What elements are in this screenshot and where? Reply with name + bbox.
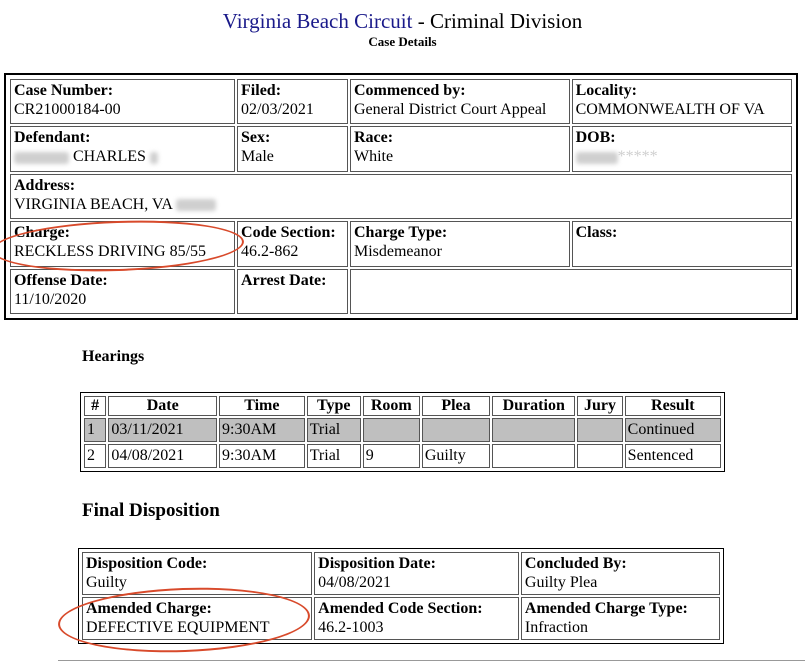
offense-date-label: Offense Date: [14,271,108,289]
defendant-cell [10,126,235,171]
amended-charge-type-cell [521,597,720,640]
commenced-by-label: Commenced by: [353,82,466,99]
disposition-date-value: 04/08/2021 [318,574,392,591]
case-number-cell [10,79,235,124]
hearings-heading: Hearings [82,348,145,365]
col-jury: Jury [577,396,622,416]
court-name: Virginia Beach Circuit [222,9,413,33]
offense-date-value: 11/10/2020 [14,290,87,308]
arrest-date-cell [237,269,348,314]
dob-value: ***** [617,148,658,166]
col-result: Result [625,396,721,416]
disposition-date-cell [314,552,519,595]
amended-charge-value: DEFECTIVE EQUIPMENT [86,619,270,636]
table-cell [492,444,575,468]
concluded-by-value: Guilty Plea [524,574,598,591]
disposition-date-label: Disposition Date: [318,555,436,572]
table-cell [363,418,420,442]
disposition-code-cell [82,552,312,595]
amended-charge-type-label: Amended Charge Type: [524,600,688,617]
table-cell: Trial [307,444,361,468]
case-number-value: CR21000184-00 [14,101,121,118]
filed-cell [237,79,348,124]
race-cell [350,126,570,171]
charge-type-label: Charge Type: [353,224,448,242]
amended-code-section-value: 46.2-1003 [318,619,384,636]
hearings-table [82,394,723,470]
case-details-table [8,77,794,316]
commenced-by-cell [350,79,570,124]
class-label: Class: [575,224,618,242]
race-value: White [353,148,394,166]
amended-code-section-label: Amended Code Section: [318,600,483,617]
hearings-panel [80,392,725,472]
concluded-by-label: Concluded By: [524,555,627,572]
locality-cell [572,79,792,124]
disposition-table [80,550,722,642]
concluded-by-cell [521,552,720,595]
table-cell [492,418,575,442]
amended-charge-label: Amended Charge: [86,600,212,617]
hearings-header-row [84,396,721,416]
defendant-label: Defendant: [14,129,91,147]
table-cell [577,418,622,442]
table-cell: Continued [625,418,721,442]
amended-charge-cell [82,597,312,640]
table-cell: Sentenced [625,444,721,468]
table-cell: 04/08/2021 [108,444,217,468]
table-cell: Trial [307,418,361,442]
filed-label: Filed: [241,82,282,99]
address-value: VIRGINIA BEACH, VA [14,195,173,213]
charge-cell [10,221,235,266]
table-cell: 9:30AM [219,418,305,442]
table-cell: 9 [363,444,420,468]
charge-label: Charge: [14,224,70,242]
col-plea: Plea [422,396,490,416]
charge-type-value: Misdemeanor [353,243,442,261]
amended-charge-type-value: Infraction [524,619,588,636]
page-title [0,8,805,34]
table-cell: 2 [84,444,106,468]
table-cell: 1 [84,418,106,442]
final-disposition-heading: Final Disposition [82,500,220,521]
division-name: Criminal Division [429,9,583,33]
disposition-panel [78,548,724,644]
case-details-panel [4,73,798,320]
col-time: Time [219,396,305,416]
sex-cell [237,126,348,171]
disposition-code-label: Disposition Code: [86,555,208,572]
code-section-value: 46.2-862 [241,243,299,261]
sex-value: Male [241,148,274,166]
col-type: Type [307,396,361,416]
commenced-by-value: General District Court Appeal [353,101,547,118]
table-cell: Guilty [422,444,490,468]
dob-cell [572,126,792,171]
table-cell: 03/11/2021 [108,418,217,442]
charge-type-cell [350,221,570,266]
table-cell: 9:30AM [219,444,305,468]
col-date: Date [108,396,217,416]
redacted-dob [576,152,618,164]
title-separator: - [412,9,430,33]
redacted-surname [14,152,69,164]
page-header [0,8,805,50]
defendant-value: CHARLES [73,148,146,166]
locality-label: Locality: [575,82,637,99]
col-room: Room [363,396,420,416]
col-duration: Duration [492,396,575,416]
locality-value: COMMONWEALTH OF VA [575,101,765,118]
table-cell [577,444,622,468]
code-section-cell [237,221,348,266]
table-row [84,418,721,442]
address-cell [10,174,792,219]
col-number: # [84,396,106,416]
amended-code-section-cell [314,597,519,640]
table-row [84,444,721,468]
code-section-label: Code Section: [241,224,336,242]
table-cell [422,418,490,442]
class-cell [572,221,792,266]
disposition-code-value: Guilty [86,574,127,591]
offense-date-cell [10,269,235,314]
redacted-initial [150,152,158,164]
empty-cell [350,269,792,314]
dob-label: DOB: [575,129,616,147]
bottom-divider [58,660,805,661]
race-label: Race: [353,129,394,147]
page-subtitle: Case Details [368,34,437,49]
address-label: Address: [14,176,76,194]
case-number-label: Case Number: [14,82,114,99]
charge-value: RECKLESS DRIVING 85/55 [14,243,207,261]
filed-value: 02/03/2021 [241,101,314,118]
redacted-zip [176,199,216,211]
arrest-date-label: Arrest Date: [241,271,327,289]
sex-label: Sex: [241,129,271,147]
